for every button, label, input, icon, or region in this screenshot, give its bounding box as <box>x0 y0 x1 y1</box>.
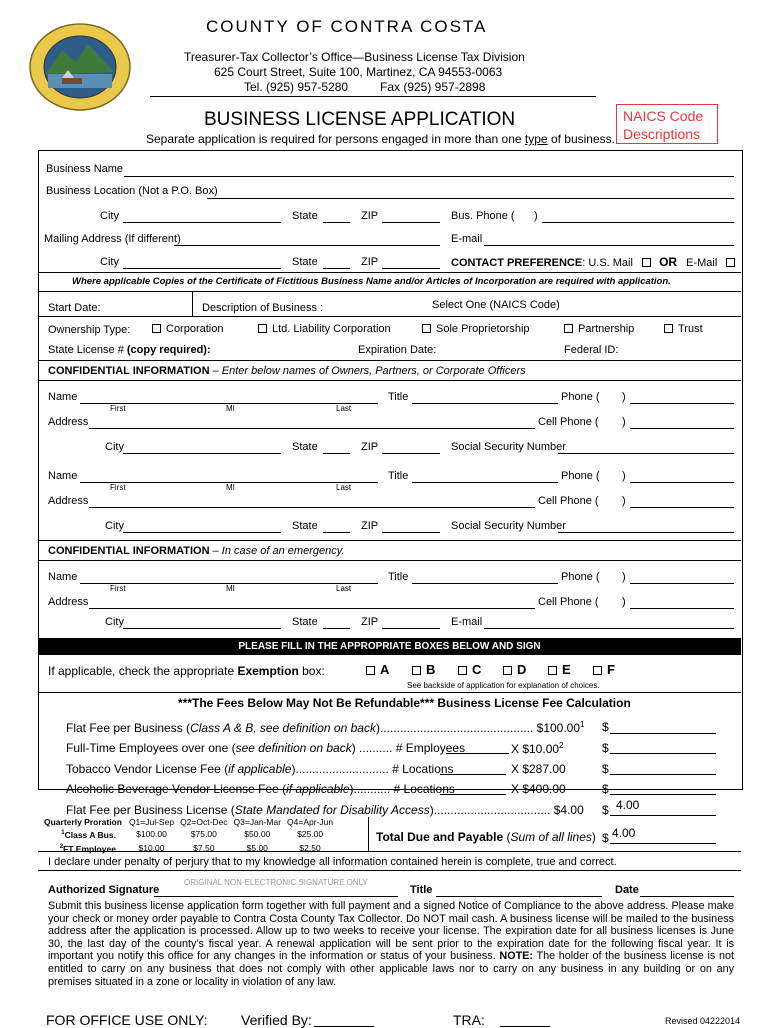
mailing-label: Mailing Address (If different) <box>44 233 181 245</box>
total-due-label: Total Due and Payable (Sum of all lines) <box>376 830 596 844</box>
person-title-label: Title <box>388 571 409 583</box>
county-name: COUNTY OF CONTRA COSTA <box>206 17 488 36</box>
paren: ) <box>622 470 626 482</box>
person-zip-label: ZIP <box>361 616 379 628</box>
fee-alcohol: Alcoholic Beverage Vendor License Fee (if applicable)........... # Locations <box>66 782 455 796</box>
sig-title-label: Title <box>410 884 433 896</box>
last-hint: Last <box>336 483 352 492</box>
office-address: 625 Court Street, Suite 100, Martinez, CA 94553-0063 <box>214 65 503 79</box>
signature-label: Authorized Signature <box>48 884 160 896</box>
form-title: BUSINESS LICENSE APPLICATION <box>204 109 516 130</box>
ownership-sole-prop[interactable]: Sole Proprietorship <box>422 323 530 335</box>
confidential-owners-heading: CONFIDENTIAL INFORMATION – Enter below names of Owners, Partners, or Corporate Officers <box>48 365 526 377</box>
sig-date-label: Date <box>615 884 639 896</box>
fee-alcohol-dollar: $ <box>602 782 609 796</box>
fee-ft-rate: X $10.00$^2$ <box>511 741 564 756</box>
fee-flat-dollar: $ <box>602 720 609 734</box>
person-cell-field[interactable] <box>630 507 734 508</box>
zip-field[interactable] <box>382 222 440 223</box>
state-license-label: State License # (copy required): <box>48 344 211 356</box>
person-cell-field[interactable] <box>630 608 734 609</box>
exemption-f[interactable]: F <box>593 662 615 677</box>
email-pref-checkbox[interactable] <box>726 258 735 267</box>
person-ssn-field[interactable] <box>558 532 734 533</box>
last-hint: Last <box>336 404 352 413</box>
declaration: I declare under penalty of perjury that to my knowledge all information contained herein is complete, true and correct. <box>48 856 617 868</box>
mailing-city-field[interactable] <box>123 268 281 269</box>
office-name: Treasurer-Tax Collector’s Office—Business License Tax Division <box>184 50 525 64</box>
person-state-field[interactable] <box>323 532 350 533</box>
office-fax: Fax (925) 957-2898 <box>380 80 486 94</box>
tra-field[interactable] <box>500 1026 550 1027</box>
paren: ) <box>622 495 626 507</box>
business-location-label: Business Location (Not a P.O. Box) <box>46 185 218 197</box>
person-city-label: City <box>105 441 124 453</box>
mi-hint: MI <box>226 483 235 492</box>
person-name-label: Name <box>48 391 78 403</box>
email-label: E-mail <box>451 233 483 245</box>
ownership-type-label: Ownership Type: <box>48 324 131 336</box>
instruction-bar: PLEASE FILL IN THE APPROPRIATE BOXES BELOW AND SIGN <box>38 638 741 655</box>
fee-tobacco-field[interactable] <box>610 774 716 775</box>
fee-alcohol-rate: X $400.00 <box>511 782 566 796</box>
person-address-field[interactable] <box>89 428 535 429</box>
exemption-d[interactable]: D <box>503 662 526 677</box>
exemption-label: If applicable, check the appropriate Exemption box: <box>48 664 325 678</box>
fee-alcohol-field[interactable] <box>610 794 716 795</box>
us-mail-checkbox[interactable] <box>642 258 651 267</box>
sig-title-field[interactable] <box>436 896 602 897</box>
ownership-partnership[interactable]: Partnership <box>564 323 634 335</box>
person-title-label: Title <box>388 391 409 403</box>
person-phone-label: Phone ( <box>561 470 600 482</box>
expiration-label: Expiration Date: <box>358 344 437 356</box>
tra-label: TRA: <box>453 1012 485 1028</box>
fee-disability-value[interactable]: 4.00 <box>616 798 640 812</box>
revised-date: Revised 04222014 <box>665 1016 741 1026</box>
person-city-field[interactable] <box>123 532 281 533</box>
tobacco-locations-field[interactable] <box>440 774 506 775</box>
person-address-label: Address <box>48 596 89 608</box>
paren: ) <box>622 571 626 583</box>
person-state-field[interactable] <box>323 628 350 629</box>
paren: ) <box>622 391 626 403</box>
person-zip-label: ZIP <box>361 520 379 532</box>
person-ssn-label: Social Security Number <box>451 441 566 453</box>
person-phone-field[interactable] <box>630 583 734 584</box>
last-hint: Last <box>336 584 352 593</box>
ownership-trust[interactable]: Trust <box>664 323 703 335</box>
contact-preference: CONTACT PREFERENCE: U.S. Mail OR E-Mail <box>451 255 740 269</box>
fee-tobacco-dollar: $ <box>602 762 609 776</box>
fee-disability-line <box>610 815 716 816</box>
fee-disability: Flat Fee per Business License (State Mandated for Disability Access)................................... $4.00 <box>66 803 584 817</box>
business-name-label: Business Name <box>46 163 124 175</box>
person-title-field[interactable] <box>412 482 558 483</box>
fee-tobacco-rate: X $287.00 <box>511 762 566 776</box>
fee-ft-employees: Full-Time Employees over one (see definition on back) .......... # Employees <box>66 741 466 755</box>
person-city-field[interactable] <box>123 453 281 454</box>
description-label: Description of Business : <box>202 302 324 314</box>
fee-ft-field[interactable] <box>610 753 716 754</box>
business-name-field[interactable] <box>124 176 734 177</box>
fee-flat-field[interactable] <box>610 733 716 734</box>
person-address-label: Address <box>48 416 89 428</box>
alcohol-locations-field[interactable] <box>440 794 506 795</box>
fee-ft-dollar: $ <box>602 741 609 755</box>
mailing-state-label: State <box>292 256 318 268</box>
zip-label: ZIP <box>361 210 379 222</box>
person-email-field[interactable] <box>484 628 734 629</box>
ownership-llc[interactable]: Ltd. Liability Corporation <box>258 323 391 335</box>
person-name-label: Name <box>48 571 78 583</box>
fees-header: ***The Fees Below May Not Be Refundable*** Business License Fee Calculation <box>178 696 631 710</box>
person-address-label: Address <box>48 495 89 507</box>
first-hint: First <box>110 404 126 413</box>
fictitious-note: Where applicable Copies of the Certificate of Fictitious Business Name and/or Articles of Incorporation are required with application. <box>72 276 671 287</box>
sig-date-field[interactable] <box>640 896 734 897</box>
fee-tobacco: Tobacco Vendor License Fee (if applicable)............................ # Locations <box>66 762 454 776</box>
person-phone-label: Phone ( <box>561 391 600 403</box>
mi-hint: MI <box>226 404 235 413</box>
naics-link[interactable]: NAICS Code Descriptions <box>616 104 718 144</box>
naics-select[interactable]: Select One (NAICS Code) <box>432 299 560 311</box>
person-state-label: State <box>292 616 318 628</box>
person-zip-label: ZIP <box>361 441 379 453</box>
county-seal <box>28 22 132 112</box>
person-cell-label: Cell Phone ( <box>538 416 599 428</box>
bus-phone-label: Bus. Phone ( <box>451 210 515 222</box>
person-city-label: City <box>105 520 124 532</box>
first-hint: First <box>110 483 126 492</box>
mi-hint: MI <box>226 584 235 593</box>
person-city-label: City <box>105 616 124 628</box>
person-state-label: State <box>292 441 318 453</box>
fee-disability-dollar: $ <box>602 803 609 817</box>
person-name-label: Name <box>48 470 78 482</box>
confidential-emergency-heading: CONFIDENTIAL INFORMATION – In case of an emergency. <box>48 545 345 557</box>
person-title-field[interactable] <box>412 403 558 404</box>
office-tel: Tel. (925) 957-5280 <box>244 80 349 94</box>
person-address-field[interactable] <box>89 507 535 508</box>
exemption-e[interactable]: E <box>548 662 571 677</box>
person-cell-field[interactable] <box>630 428 734 429</box>
mailing-city-label: City <box>100 256 119 268</box>
fee-flat-business: Flat Fee per Business (Class A & B, see definition on back).............................................. $100.00$^1$ <box>66 720 585 735</box>
person-state-label: State <box>292 520 318 532</box>
person-email-label: E-mail <box>451 616 483 628</box>
person-state-field[interactable] <box>323 453 350 454</box>
mailing-zip-field[interactable] <box>382 268 440 269</box>
person-cell-label: Cell Phone ( <box>538 596 599 608</box>
office-use-label: FOR OFFICE USE ONLY: <box>46 1012 208 1028</box>
person-zip-field[interactable] <box>382 628 440 629</box>
state-label: State <box>292 210 318 222</box>
proration-table: Quarterly Proration Q1=Jul-Sep Q2=Oct-Dec Q3=Jan-Mar Q4=Apr-Jun $^1$Class A Bus. $100.00 $75.00 $50.00 $25.00 $^2$FT Employee $10.00 $7.50 $5.00 $2.50 <box>44 817 334 854</box>
person-city-field[interactable] <box>123 628 281 629</box>
exemption-b[interactable]: B <box>412 662 435 677</box>
total-due-value[interactable]: 4.00 <box>612 826 636 840</box>
state-field[interactable] <box>323 222 350 223</box>
city-field[interactable] <box>123 222 281 223</box>
person-ssn-field[interactable] <box>558 453 734 454</box>
start-date-label: Start Date: <box>48 302 101 314</box>
first-hint: First <box>110 584 126 593</box>
exemption-a[interactable]: A <box>366 662 389 677</box>
form-subtitle: Separate application is required for persons engaged in more than one type of business. <box>146 132 615 146</box>
business-location-field[interactable] <box>207 198 734 199</box>
verified-by-field[interactable] <box>314 1026 374 1027</box>
person-ssn-label: Social Security Number <box>451 520 566 532</box>
email-field[interactable] <box>484 245 734 246</box>
paren: ) <box>622 596 626 608</box>
mailing-state-field[interactable] <box>323 268 350 269</box>
person-title-field[interactable] <box>412 583 558 584</box>
exemption-c[interactable]: C <box>458 662 481 677</box>
person-phone-field[interactable] <box>630 482 734 483</box>
bus-phone-field[interactable] <box>542 222 734 223</box>
mailing-field[interactable] <box>174 245 440 246</box>
city-label: City <box>100 210 119 222</box>
signature-field[interactable] <box>154 896 398 897</box>
person-address-field[interactable] <box>89 608 535 609</box>
ownership-corporation[interactable]: Corporation <box>152 323 223 335</box>
exemption-note: See backside of application for explanation of choices. <box>407 681 600 690</box>
mailing-zip-label: ZIP <box>361 256 379 268</box>
person-phone-field[interactable] <box>630 403 734 404</box>
person-title-label: Title <box>388 470 409 482</box>
person-cell-label: Cell Phone ( <box>538 495 599 507</box>
verified-by-label: Verified By: <box>241 1012 312 1028</box>
person-zip-field[interactable] <box>382 532 440 533</box>
paren: ) <box>622 416 626 428</box>
person-phone-label: Phone ( <box>561 571 600 583</box>
total-line <box>610 843 716 844</box>
instructions: Submit this business license application form together with full payment and a signed Notice of Compliance to the above address. Please make your check or money order payable to Contra Costa County Tax Collector. Do NOT mail cash. A business license will be mailed to the business address after the application is processed. Allow up to two weeks to receive your license. The expiration date for all business licenses is June 30, the last day of the county’s fiscal year. A renewal application will be sent prior to the expiration date for the following fiscal year. It is important you notify this office for any changes in the information or status of your business. NOTE: The holder of the business license is not entitled to carry on any business that does not comply with other applicable laws nor to carry on any business in any building or on any premises situated in a zone or locality in violation of any law. <box>48 900 734 988</box>
person-zip-field[interactable] <box>382 453 440 454</box>
employees-count-field[interactable] <box>446 753 509 754</box>
signature-watermark: ORIGINAL NON-ELECTRONIC SIGNATURE ONLY <box>184 878 368 887</box>
federal-id-label: Federal ID: <box>564 344 619 356</box>
total-dollar: $ <box>602 831 609 845</box>
